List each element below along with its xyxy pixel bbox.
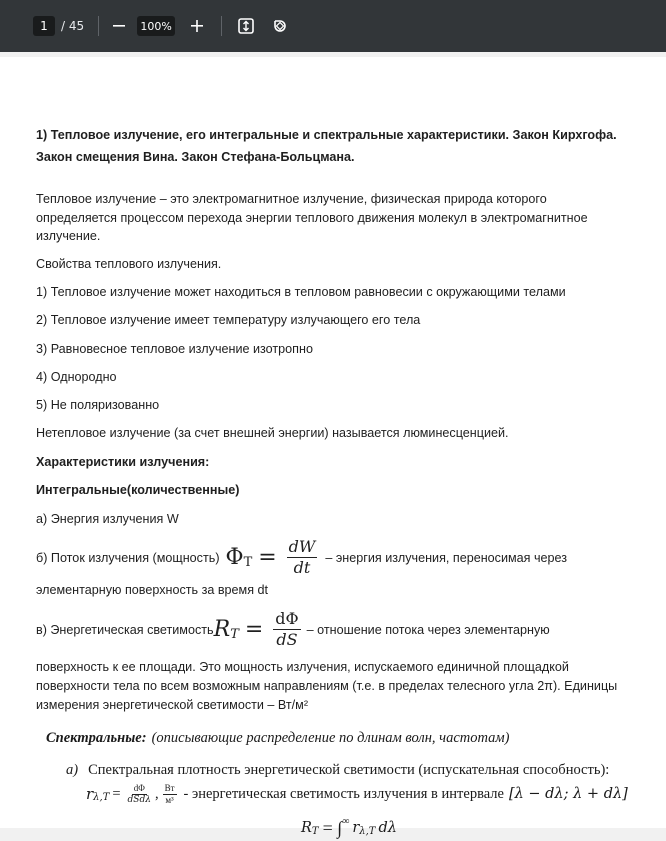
- zoom-out-button[interactable]: [107, 14, 131, 38]
- integrand: r: [352, 820, 360, 836]
- fit-page-icon: [237, 17, 255, 35]
- integral-heading: Интегральные(количественные): [36, 483, 240, 497]
- fraction-denominator: dS: [276, 630, 298, 649]
- equals-sign: =: [258, 544, 277, 570]
- document-page: [0, 57, 666, 838]
- density-fraction: [128, 783, 151, 806]
- equals-sign: =: [112, 786, 121, 802]
- radiance-description: – отношение потока через элементарную: [306, 622, 550, 637]
- spectral-note: (описывающие распределение по длинам волн, частотам): [151, 730, 510, 746]
- unit-denominator: м³: [165, 794, 174, 805]
- equals-sign: =: [244, 616, 264, 642]
- zoom-input[interactable]: [137, 16, 175, 36]
- unit-numerator: Вт: [164, 782, 175, 793]
- paragraph-definition: Тепловое излучение – это электромагнитное излучение, физическая природа которого определяется процессом перехода энергии теплового движения молекул в электромагнитное излучение.: [36, 192, 588, 243]
- fraction-denominator: dSdλ: [127, 794, 151, 805]
- fraction-numerator: dΦ: [275, 609, 299, 628]
- section-heading: 1) Тепловое излучение, его интегральные и спектральные характеристики. Закон Кирхгофа. Закон смещения Вина. Закон Стефана-Больцмана.: [36, 128, 617, 164]
- spectral-a-text: Спектральная плотность энергетической светимости (испускательная способность):: [88, 762, 610, 778]
- integral-upper-limit: ∞: [342, 816, 350, 827]
- flux-continuation: элементарную поверхность за время dt: [36, 583, 269, 597]
- list-item: 2) Тепловое излучение имеет температуру излучающего его тела: [36, 313, 421, 327]
- page-number-input[interactable]: [33, 16, 55, 36]
- radiance-symbol: R: [213, 616, 231, 642]
- rotate-button[interactable]: [268, 14, 292, 38]
- radiance-subscript: T: [230, 626, 239, 642]
- page-total: / 45: [61, 19, 85, 33]
- spectral-density-formula: [86, 781, 628, 807]
- density-symbol: r: [86, 785, 94, 803]
- radiance-integral-formula: [301, 815, 397, 841]
- fraction-denominator: dt: [293, 558, 311, 577]
- radiance-fraction: [273, 609, 300, 650]
- integral-subscript: T: [311, 826, 319, 837]
- spectral-a-line: [66, 761, 609, 779]
- flux-fraction: [287, 537, 318, 578]
- fraction-numerator: dW: [288, 537, 316, 556]
- fit-page-button[interactable]: [234, 14, 258, 38]
- zoom-value: 100%: [140, 19, 172, 33]
- comma: ,: [154, 786, 159, 802]
- plus-icon: [190, 19, 204, 33]
- spectral-a-label: а): [66, 762, 79, 778]
- list-item: 1) Тепловое излучение может находиться в тепловом равновесии с окружающими телами: [36, 285, 566, 299]
- list-item: 3) Равновесное тепловое излучение изотропно: [36, 342, 313, 356]
- radiance-line: [36, 609, 550, 650]
- integrand-subscript: λ,T: [359, 826, 376, 837]
- flux-description: – энергия излучения, переносимая через: [325, 550, 568, 565]
- list-item: 5) Не поляризованно: [36, 398, 160, 412]
- radiance-label: в) Энергетическая светимость: [36, 622, 214, 637]
- minus-icon: [112, 19, 126, 33]
- characteristics-heading: Характеристики излучения:: [36, 455, 210, 469]
- radiance-continuation: поверхность к ее площади. Это мощность излучения, испускаемого единичной площадкой поверхности тела по всем возможным направлениям (т.е. в пределах телесного угла 2π). Единицы измерения энергетической светимости – Вт/м²: [36, 660, 618, 712]
- pdf-toolbar: [0, 0, 666, 52]
- fraction-numerator: dΦ: [133, 782, 145, 793]
- toolbar-divider: [98, 16, 99, 36]
- flux-subscript: T: [243, 554, 253, 570]
- differential: dλ: [378, 820, 397, 836]
- spectral-title: Спектральные:: [46, 730, 147, 746]
- integral-symbol-r: R: [301, 820, 312, 836]
- unit-fraction: [163, 783, 177, 806]
- current-page: 1: [40, 19, 48, 33]
- toolbar-divider: [221, 16, 222, 36]
- paragraph-luminescence: Нетепловое излучение (за счет внешней энергии) называется люминесценцией.: [36, 426, 509, 440]
- paragraph-properties-title: Свойства теплового излучения.: [36, 257, 222, 271]
- rotate-icon: [271, 17, 289, 35]
- integral-sign: = ∫: [322, 818, 343, 838]
- spectral-heading-line: [46, 729, 509, 747]
- density-subscript: λ,T: [93, 792, 110, 803]
- density-description: - энергетическая светимость излучения в интервале: [183, 786, 504, 802]
- flux-label: б) Поток излучения (мощность): [36, 550, 220, 565]
- interval: [λ − dλ; λ + dλ]: [508, 786, 628, 802]
- energy-item: а) Энергия излучения W: [36, 512, 179, 526]
- flux-symbol: Φ: [225, 544, 244, 570]
- zoom-in-button[interactable]: [185, 14, 209, 38]
- list-item: 4) Однородно: [36, 370, 117, 384]
- flux-line: [36, 537, 567, 578]
